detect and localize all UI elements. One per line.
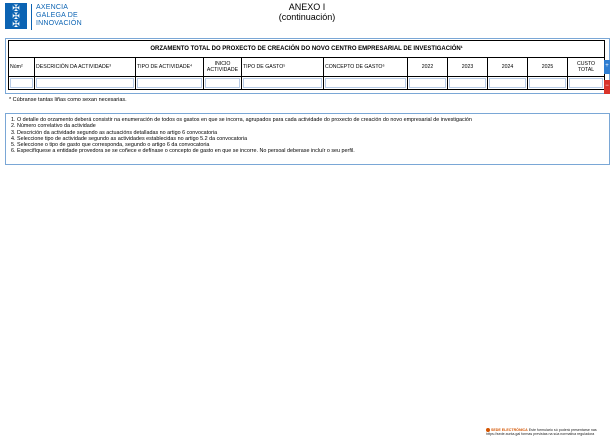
description-input[interactable] bbox=[36, 78, 134, 88]
budget-table bbox=[8, 40, 605, 90]
footnote: 6. Especifíquese a entidade provedora se se coñece e defínase o concepto de gasto en que se incorre. No persoal deberase incluír o seu perfil. bbox=[11, 148, 355, 155]
expense-concept-input[interactable] bbox=[325, 78, 406, 88]
remove-row-button[interactable] bbox=[604, 80, 610, 94]
sede-text: Este formulario só poderá presentarse nas bbox=[528, 428, 597, 432]
cell-2024 bbox=[488, 77, 528, 90]
cell-start bbox=[204, 77, 242, 90]
column-header: TIPO DE ACTIVIDADE⁴ bbox=[136, 58, 204, 77]
page-subtitle: (continuación) bbox=[278, 12, 336, 22]
sede-url: https://sede.xunta.gal formas previstas na súa normativa reguladora bbox=[486, 432, 595, 437]
page-title: ANEXO I bbox=[288, 2, 326, 12]
footnote: 1. O detalle do orzamento deberá consistir na enumeración de todos os gastos en que se incorra, agrupados para cada actividade do proxecto de creación do novo empresarial de investigación bbox=[11, 117, 472, 123]
column-header: CUSTO TOTAL bbox=[568, 58, 605, 77]
amount-2023-input[interactable] bbox=[449, 78, 486, 88]
column-header: 2024 bbox=[488, 58, 528, 77]
column-header: CONCEPTO DE GASTO⁶ bbox=[324, 58, 408, 77]
column-header: Núm² bbox=[9, 58, 35, 77]
cell-total bbox=[568, 77, 605, 90]
table-note: * Cúbranse tantas liñas como sexan necesarias. bbox=[9, 97, 127, 103]
table-title: ORZAMENTO TOTAL DO PROXECTO DE CREACIÓN DO NOVO CENTRO EMPRESARIAL DE INVESTIGACIÓN¹ bbox=[9, 41, 605, 58]
expense-type-select[interactable] bbox=[243, 78, 322, 88]
column-header: INICIO ACTIVIDADE bbox=[204, 58, 242, 77]
footnote: 2. Número correlativo da actividade bbox=[11, 123, 96, 130]
activity-type-select[interactable] bbox=[137, 78, 202, 88]
activity-start-input[interactable] bbox=[205, 78, 240, 88]
cell-description bbox=[35, 77, 136, 90]
amount-2024-input[interactable] bbox=[489, 78, 526, 88]
column-header: 2023 bbox=[448, 58, 488, 77]
footnote: 3. Descrición da actividade segundo as actuacións detalladas no artigo 6 convocatoria bbox=[11, 129, 218, 136]
cell-expense-type bbox=[242, 77, 324, 90]
footnotes-box bbox=[5, 113, 610, 165]
cell-num bbox=[9, 77, 35, 90]
sede-footer bbox=[486, 428, 611, 436]
amount-2025-input[interactable] bbox=[529, 78, 566, 88]
column-header: TIPO DE GASTO⁵ bbox=[242, 58, 324, 77]
cell-2023 bbox=[448, 77, 488, 90]
column-header: 2022 bbox=[408, 58, 448, 77]
cell-2025 bbox=[528, 77, 568, 90]
footnote: 5. Seleccione o tipo de gasto que corresponda, segundo o artigo 6 da convocatoria bbox=[11, 142, 210, 149]
column-header: DESCRICIÓN DA ACTIVIDADE³ bbox=[35, 58, 136, 77]
total-cost-input[interactable] bbox=[569, 78, 603, 88]
add-row-button[interactable] bbox=[604, 60, 610, 74]
cell-2022 bbox=[408, 77, 448, 90]
logo-line: GALEGA DE bbox=[36, 12, 78, 19]
logo-line: AXENCIA bbox=[36, 4, 69, 11]
minus-icon: − bbox=[605, 83, 609, 89]
amount-2022-input[interactable] bbox=[409, 78, 446, 88]
logo-line: INNOVACIÓN bbox=[36, 20, 82, 27]
sede-label: SEDE ELECTRÓNICA bbox=[491, 428, 528, 432]
column-header: 2025 bbox=[528, 58, 568, 77]
table-row bbox=[9, 77, 605, 90]
plus-icon: + bbox=[605, 63, 609, 69]
cell-activity-type bbox=[136, 77, 204, 90]
footnote: 4. Seleccione tipo de actividade segundo as actividades establecidas no artigo 5.2 da convocatoria bbox=[11, 135, 248, 142]
cell-expense-concept bbox=[324, 77, 408, 90]
xunta-emblem-icon: ✠ ✠ ✠ bbox=[5, 3, 27, 29]
num-input[interactable] bbox=[10, 78, 33, 88]
